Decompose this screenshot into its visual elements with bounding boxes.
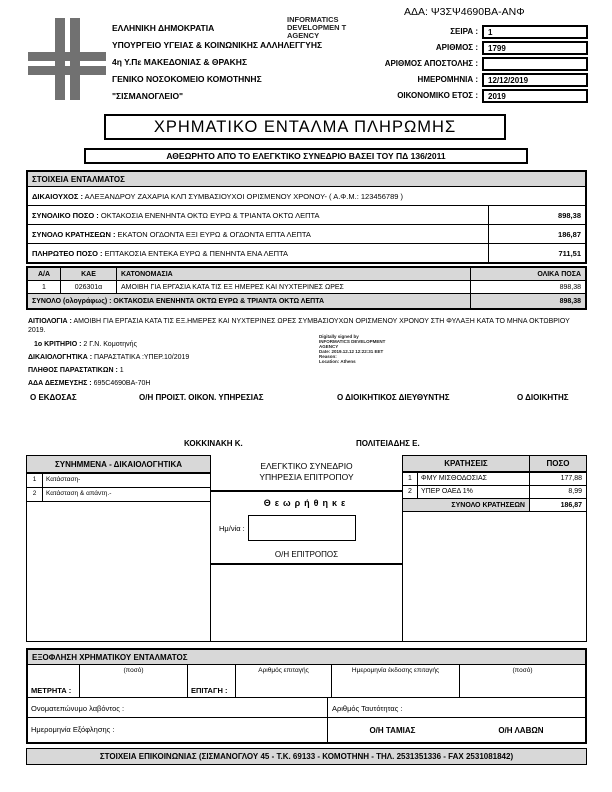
- cheque-label: ΕΠΙΤΑΓΗ :: [188, 665, 236, 697]
- ada-label: ΑΔΑ:: [404, 6, 428, 18]
- deductions-total-row: [403, 499, 586, 512]
- court-of-audit-panel: [211, 455, 403, 642]
- deductions-panel: [403, 455, 587, 642]
- row-designation: ΑΜΟΙΒΗ ΓΙΑ ΕΡΓΑΣΙΑ ΚΑΤΑ ΤΙΣ ΕΞ ΗΜΕΡΕΣ ΚΑΙ ΝΥΧΤΕΡΙΝΕΣ ΩΡΕΣ: [117, 281, 471, 293]
- deductions-total-label: ΣΥΝΟΛΟ ΚΡΑΤΗΣΕΩΝ :: [32, 230, 116, 239]
- deductions-total-amount: 186,87: [560, 502, 582, 509]
- approval-date-row: [219, 515, 402, 541]
- attachment-row: 2 Κατάσταση & απάντη.-: [27, 488, 210, 502]
- stamp-signature-details: Digitally signed by INFORMATICS DEVELOPMENT AGENCY Date: 2019.12.12 12:22:31 EET Reason: Location: Athens: [319, 334, 386, 364]
- docs-count-line: ΠΛΗΘΟΣ ΠΑΡΑΣΤΑΤΙΚΩΝ : 1: [28, 367, 124, 374]
- field-dispatch-number: ΑΡΙΘΜΟΣ ΑΠΟΣΤΟΛΗΣ :: [326, 57, 588, 71]
- field-number: ΑΡΙΘΜΟΣ : 1799: [326, 41, 588, 55]
- cash-label: ΜΕΤΡΗΤΑ :: [28, 665, 80, 697]
- column-header-kae: ΚΑΕ: [61, 268, 117, 280]
- row-kae: 026301α: [61, 281, 117, 293]
- payable-amount-value: 711,51: [488, 244, 585, 262]
- deductions-header-name: ΚΡΑΤΗΣΕΙΣ: [403, 456, 530, 471]
- document-title: ΧΡΗΜΑΤΙΚΟ ΕΝΤΑΛΜΑ ΠΛΗΡΩΜΗΣ: [104, 114, 506, 140]
- justification-label: ΑΙΤΙΟΛΟΓΙΑ :: [28, 318, 72, 325]
- fiscal-year-value-box: 2019: [482, 89, 588, 103]
- attachments-title: ΣΥΝΗΜΜΕΝΑ - ΔΙΚΑΙΟΛΟΓΗΤΙΚΑ: [27, 456, 210, 474]
- contact-info-bar: ΣΤΟΙΧΕΙΑ ΕΠΙΚΟΙΝΩΝΙΑΣ (ΣΙΣΜΑΝΟΓΛΟΥ 45 - Τ.Κ. 69133 - ΚΟΜΟΤΗΝΗ - ΤΗΛ. 2531351336 - FAX 2531081842): [26, 748, 587, 765]
- column-header-total-amounts: ΟΛΙΚΑ ΠΟΣΑ: [537, 270, 581, 278]
- lower-three-column-block: [26, 455, 587, 642]
- approval-box: [211, 490, 402, 565]
- cashier-title: Ο/Η ΤΑΜΙΑΣ: [369, 725, 416, 735]
- analysis-header-row: [28, 268, 585, 281]
- voucher-info-section: [26, 170, 587, 264]
- recipient-row: [28, 698, 585, 718]
- details-block: [28, 318, 586, 387]
- deduction-row: 2 ΥΠΕΡ ΟΑΕΔ 1% 8,99: [403, 486, 586, 499]
- payable-amount-label: ΠΛΗΡΩΤΕΟ ΠΟΣΟ :: [32, 249, 103, 258]
- settlement-section: [26, 648, 587, 744]
- receiver-title: Ο/Η ΛΑΒΩΝ: [498, 725, 544, 735]
- commitment-ada-line: ΑΔΑ ΔΕΣΜΕΥΣΗΣ : 695C4690ΒΑ-70Η: [28, 380, 151, 387]
- attachment-row: 1 Κατάσταση-: [27, 474, 210, 488]
- header-fields: [326, 25, 588, 105]
- court-of-audit-header: ΕΛΕΓΚΤΙΚΟ ΣΥΝΕΔΡΙΟ ΥΠΗΡΕΣΙΑ ΕΠΙΤΡΟΠΟΥ: [259, 461, 354, 482]
- beneficiary-label: ΔΙΚΑΙΟΥΧΟΣ :: [32, 192, 83, 201]
- signature-title-admin-director: Ο ΔΙΟΙΚΗΤΙΚΟΣ ΔΙΕΥΘΥΝΤΗΣ: [337, 393, 450, 402]
- cheque-date-hint: Ημερομηνία έκδοσης επιταγής: [332, 665, 460, 697]
- org-line-republic: ΕΛΛΗΝΙΚΗ ΔΗΜΟΚΡΑΤΙΑ: [112, 23, 215, 33]
- settlement-title: ΕΞΟΦΛΗΣΗ ΧΡΗΜΑΤΙΚΟΥ ΕΝΤΑΛΜΑΤΟΣ: [28, 650, 585, 665]
- org-line-ministry: ΥΠΟΥΡΓΕΙΟ ΥΓΕΙΑΣ & ΚΟΙΝΩΝΙΚΗΣ ΑΛΛΗΛΕΓΓΥΗΣ: [112, 40, 323, 50]
- voucher-section-title: ΣΤΟΙΧΕΙΑ ΕΝΤΑΛΜΑΤΟΣ: [28, 172, 585, 187]
- stamp-agency-name: INFORMATICS DEVELOPMEN T AGENCY: [287, 15, 347, 40]
- analysis-total-row: [28, 294, 585, 308]
- org-line-hospital: ΓΕΝΙΚΟ ΝΟΣΟΚΟΜΕΙΟ ΚΟΜΟΤΗΝΗΣ: [112, 74, 262, 84]
- analysis-data-row: [28, 281, 585, 294]
- analysis-total-amount: 898,38: [559, 297, 581, 305]
- ada-value: Ψ3ΣΨ4690ΒΑ-ΑΝΦ: [430, 6, 525, 18]
- approval-date-box: [248, 515, 356, 541]
- field-date: ΗΜΕΡΟΜΗΝΙΑ : 12/12/2019: [326, 73, 588, 87]
- total-amount-value: 898,38: [488, 206, 585, 224]
- settlement-date-label: Ημερομηνία Εξόφλησης :: [28, 718, 328, 742]
- criterion-line: 1ο ΚΡΙΤΗΡΙΟ : 2 Γ.Ν. Κομοτηνής: [34, 341, 137, 348]
- deductions-total-words: ΕΚΑΤΟΝ ΟΓΔΟΝΤΑ ΕΞΙ ΕΥΡΩ & ΟΓΔΟΝΤΑ ΕΠΤΑ ΛΕΠΤΑ: [117, 230, 311, 239]
- approved-stamp-text: Θεωρήθηκε: [263, 498, 350, 508]
- recipient-name-label: Ονοματεπώνυμο λαβόντος :: [28, 698, 328, 717]
- supporting-docs-line: ΔΙΚΑΙΟΛΟΓΗΤΙΚΑ : ΠΑΡΑΣΤΑΤΙΚΑ :ΥΠΕΡ.10/2019: [28, 354, 190, 361]
- total-amount-label: ΣΥΝΟΛΙΚΟ ΠΟΣΟ :: [32, 211, 99, 220]
- row-amount: 898,38: [559, 283, 581, 291]
- deductions-header-amount: ΠΟΣΟ: [530, 456, 586, 471]
- signature-title-governor: Ο ΔΙΟΙΚΗΤΗΣ: [517, 393, 569, 402]
- signer-name-1: ΚΟΚΚΙΝΑΚΗ Κ.: [184, 439, 243, 448]
- signature-title-issuer: Ο ΕΚΔΟΣΑΣ: [30, 393, 77, 402]
- deductions-total-value: 186,87: [488, 225, 585, 243]
- date-value-box: 12/12/2019: [482, 73, 588, 87]
- settlement-method-row: [28, 665, 585, 698]
- field-series: ΣΕΙΡΑ : 1: [326, 25, 588, 39]
- signer-name-2: ΠΟΛΙΤΕΙΑΔΗΣ Ε.: [356, 439, 420, 448]
- commissioner-title: Ο/Η ΕΠΙΤΡΟΠΟΣ: [274, 550, 339, 559]
- number-value-box: 1799: [482, 41, 588, 55]
- row-aa: 1: [28, 281, 61, 293]
- column-header-designation: ΚΑΤΟΝΟΜΑΣΙΑ: [117, 268, 471, 280]
- org-line-hospital-name: "ΣΙΣΜΑΝΟΓΛΕΙΟ": [112, 91, 184, 101]
- signature-title-finance-head: Ο/Η ΠΡΟΙΣΤ. ΟΙΚΟΝ. ΥΠΗΡΕΣΙΑΣ: [139, 393, 264, 402]
- field-fiscal-year: ΟΙΚΟΝΟΜΙΚΟ ΕΤΟΣ : 2019: [326, 89, 588, 103]
- hospital-cross-logo-icon: [28, 16, 106, 102]
- id-number-label: Αριθμός Ταυτότητας :: [332, 704, 403, 713]
- payable-amount-words: ΕΠΤΑΚΟΣΙΑ ΕΝΤΕΚΑ ΕΥΡΩ & ΠΕΝΗΝΤΑ ΕΝΑ ΛΕΠΤΑ: [104, 249, 289, 258]
- ada-code: [404, 6, 525, 18]
- deductions-total-row: [28, 225, 585, 244]
- approval-date-label: Ημ/νία :: [219, 523, 245, 533]
- expense-analysis-table: [26, 266, 587, 310]
- org-line-region: 4η Υ.Πε ΜΑΚΕΔΟΝΙΑΣ & ΘΡΑΚΗΣ: [112, 57, 248, 67]
- payable-amount-row: [28, 244, 585, 262]
- settlement-date-row: [28, 718, 585, 742]
- beneficiary-row: [28, 187, 585, 206]
- beneficiary-value: ΑΛΕΞΑΝΔΡΟΥ ΖΑΧΑΡΙΑ ΚΛΠ ΣΥΜΒΑΣΙΟΥΧΟΙ ΟΡΙΣΜΕΝΟΥ ΧΡΟΝΟΥ- ( Α.Φ.Μ.: 123456789 ): [84, 192, 403, 201]
- deduction-row: 1 ΦΜΥ ΜΙΣΘΟΔΟΣΙΑΣ 177,88: [403, 473, 586, 486]
- dispatch-number-value-box: [482, 57, 588, 71]
- deductions-header-row: [403, 456, 586, 473]
- document-subtitle: ΑΘΕΩΡΗΤΟ ΑΠΌ ΤΟ ΕΛΕΓΚΤΙΚΟ ΣΥΝΕΔΡΙΟ ΒΑΣΕΙ ΤΟΥ ΠΔ 136/2011: [84, 148, 528, 164]
- series-value-box: 1: [482, 25, 588, 39]
- cheque-amount-hint: (ποσό): [512, 667, 533, 674]
- total-amount-words: ΟΚΤΑΚΟΣΙΑ ΕΝΕΝΗΝΤΑ ΟΚΤΩ ΕΥΡΩ & ΤΡΙΑΝΤΑ ΟΚΤΩ ΛΕΠΤΑ: [100, 211, 320, 220]
- column-header-aa: Α/Α: [28, 268, 61, 280]
- deductions-total-label: ΣΥΝΟΛΟ ΚΡΑΤΗΣΕΩΝ: [403, 499, 530, 511]
- analysis-total-label: ΣΥΝΟΛΟ (ολογράφως) : ΟΚΤΑΚΟΣΙΑ ΕΝΕΝΗΝΤΑ ΟΚΤΩ ΕΥΡΩ & ΤΡΙΑΝΤΑ ΟΚΤΩ ΛΕΠΤΑ: [28, 294, 471, 308]
- cash-amount-hint: (ποσό): [80, 665, 188, 697]
- attachments-panel: [26, 455, 211, 642]
- justification-text: ΑΜΟΙΒΗ ΓΙΑ ΕΡΓΑΣΙΑ ΚΑΤΑ ΤΙΣ ΕΞ.ΗΜΕΡΕΣ ΚΑΙ ΝΥΧΤΕΡΙΝΕΣ ΩΡΕΣ ΣΥΜΒΑΣΙΟΥΧΩΝ ΟΡΙΣΜΕΝΟΥ ΧΡΟΝΟΥ ΣΤΗ ΦΥΛΑΞΗ ΚΑΤΑ ΤΟ ΜΗΝΑ ΟΚΤΩΒΡΙΟΥ 2019.: [28, 318, 570, 334]
- cheque-number-hint: Αριθμός επιταγής: [236, 665, 332, 697]
- total-amount-row: [28, 206, 585, 225]
- justification-line: [28, 318, 586, 335]
